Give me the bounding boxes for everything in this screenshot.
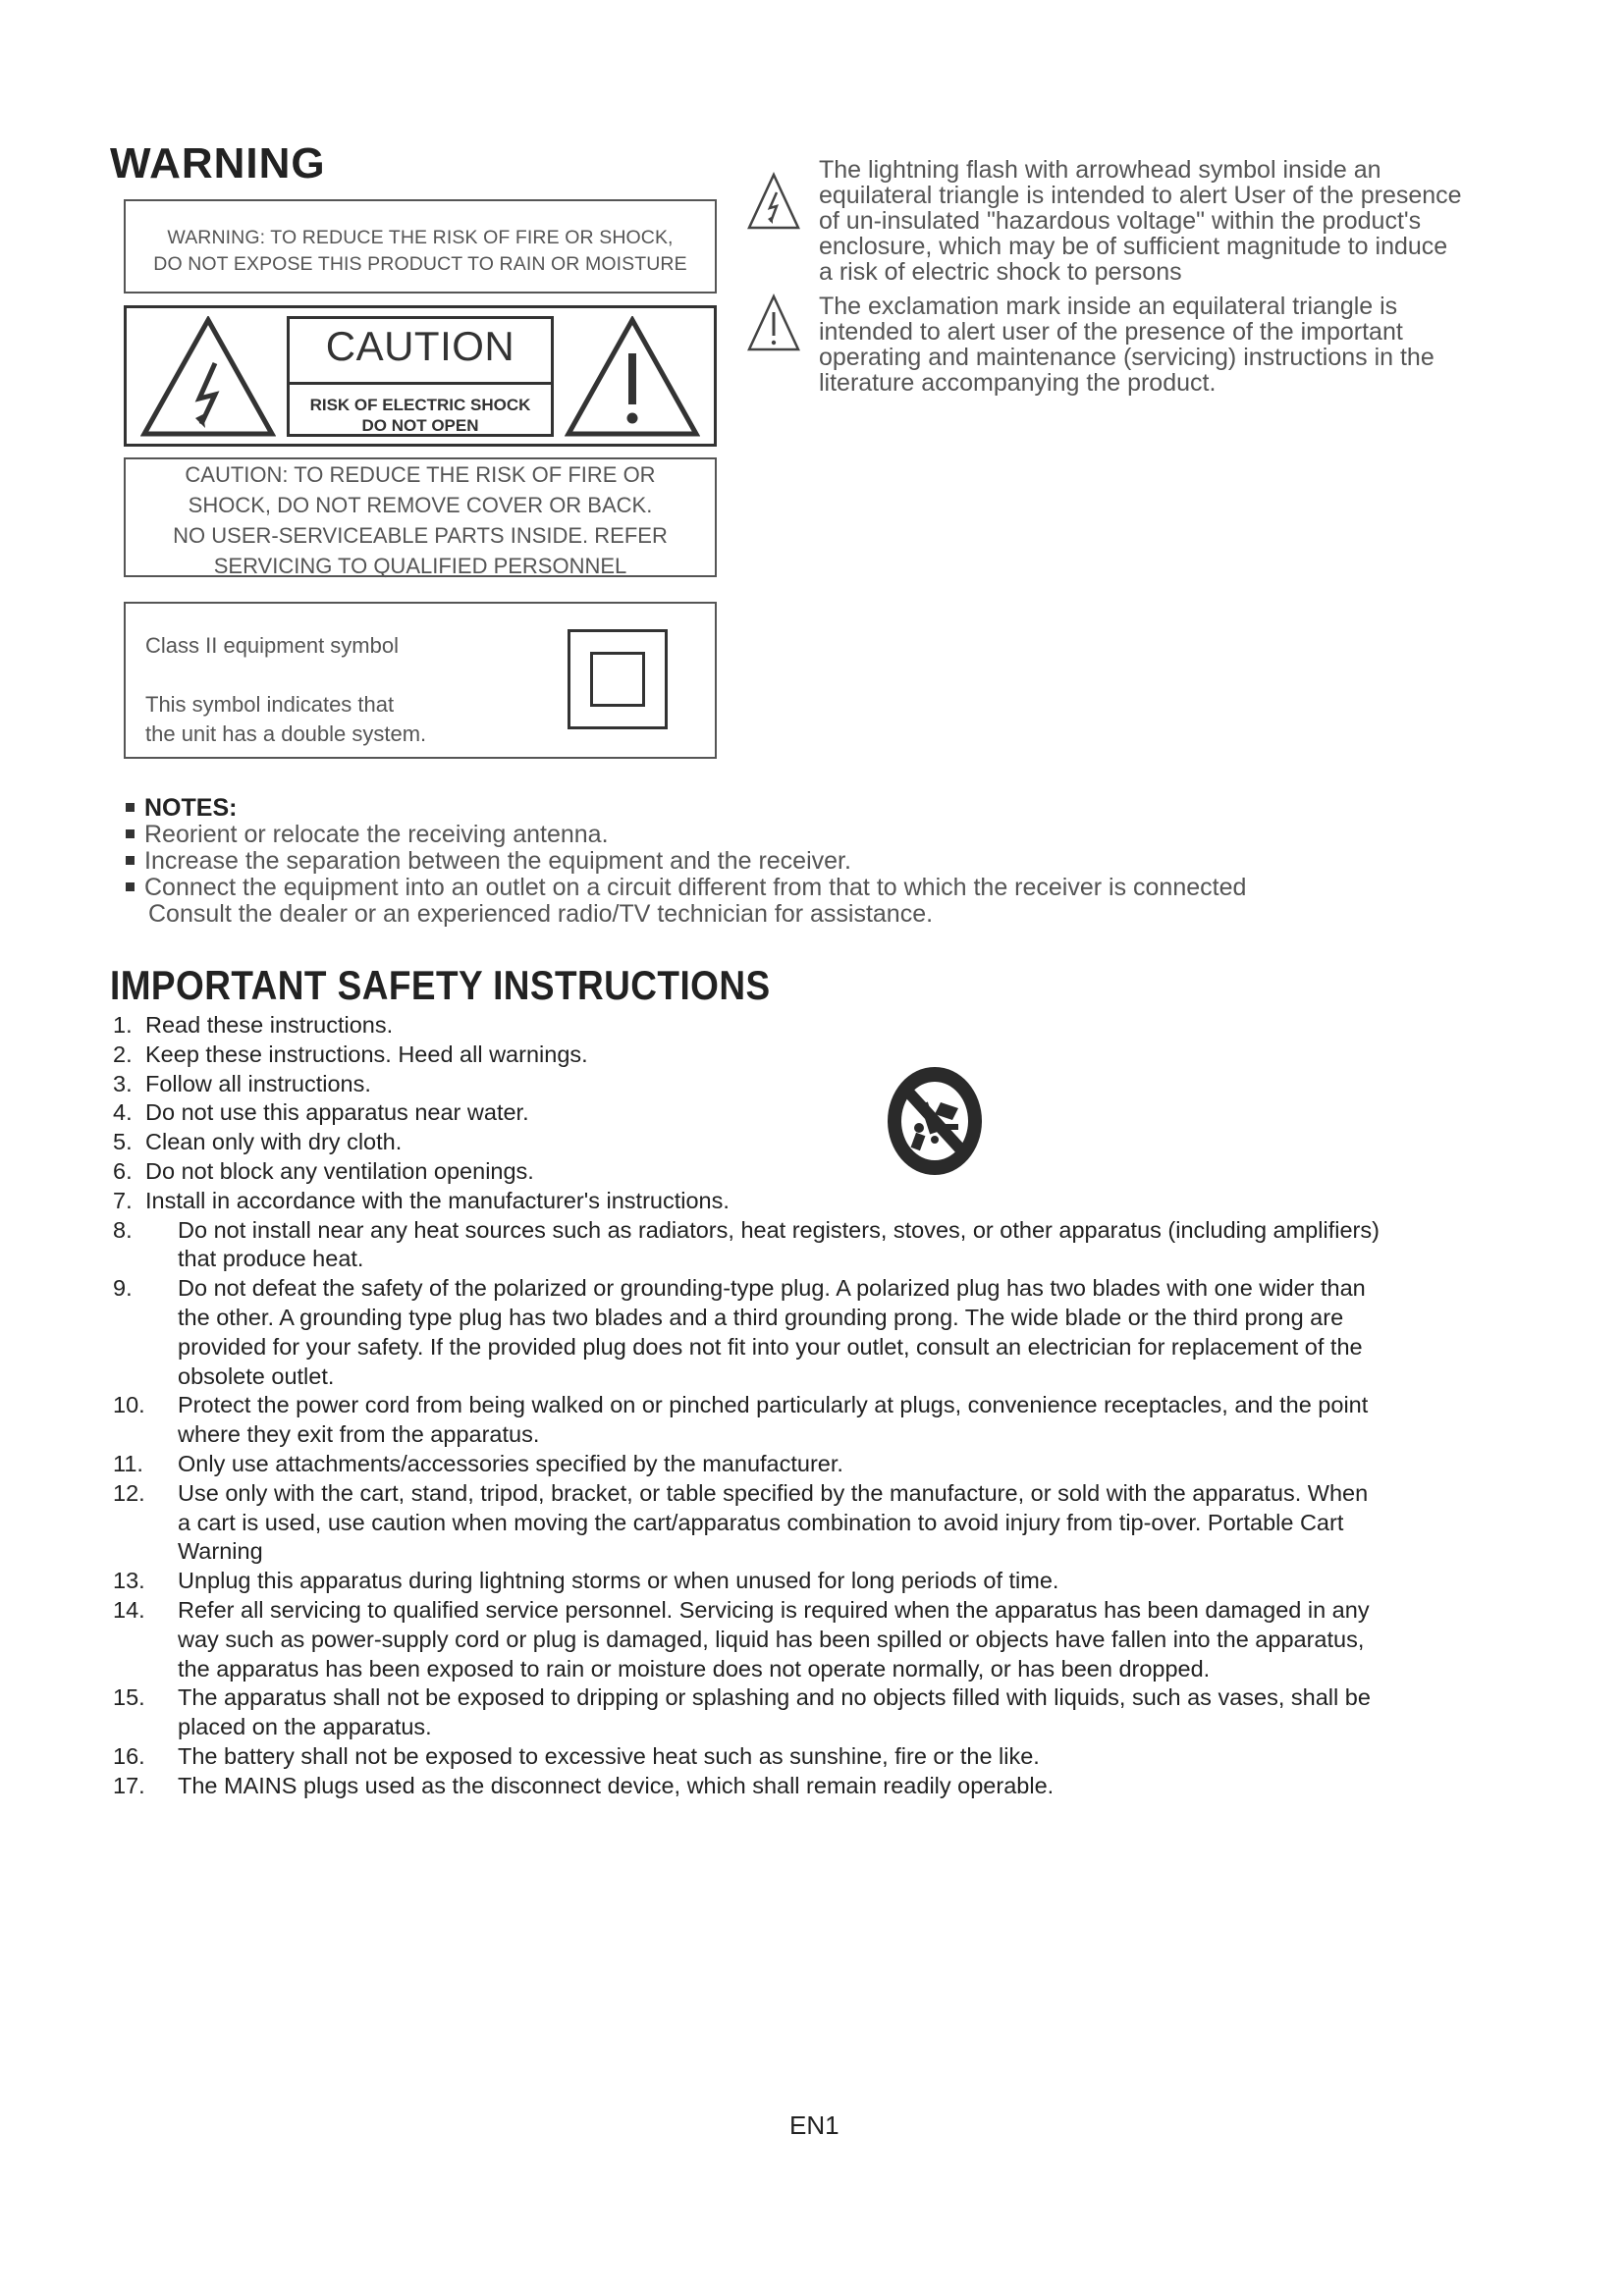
safety-item [113, 1011, 1380, 1041]
exclamation-description [819, 294, 1435, 396]
caution-title: CAUTION [325, 323, 515, 369]
safety-item-number: 16. [113, 1742, 145, 1769]
safety-item-text: the apparatus has been exposed to rain or moisture does not operate normally, or has been dropped. [178, 1655, 1211, 1682]
safety-item [113, 1187, 1380, 1216]
lightning-line-2: equilateral triangle is intended to alert User of the presence [819, 182, 1462, 209]
safety-item [113, 1391, 1380, 1420]
safety-item [113, 1713, 1380, 1742]
safety-item [113, 1128, 1380, 1157]
lightning-line-3: of un-insulated "hazardous voltage" within the product's [819, 207, 1422, 235]
bullet-icon [126, 882, 135, 891]
safety-item [113, 1245, 1380, 1274]
class2-desc-line-2: the unit has a double system. [145, 721, 427, 746]
warning-box-line-2: DO NOT EXPOSE THIS PRODUCT TO RAIN OR MOISTURE [153, 253, 687, 275]
note-item [126, 822, 1246, 848]
bullet-icon [126, 856, 135, 865]
portable-cart-warning-icon [884, 1063, 986, 1179]
exclamation-warning-icon [565, 316, 700, 438]
safety-item-text: that produce heat. [178, 1246, 364, 1272]
safety-heading: IMPORTANT SAFETY INSTRUCTIONS [110, 962, 771, 1008]
safety-item-text: Unplug this apparatus during lightning storms or when unused for long periods of time. [178, 1568, 1059, 1594]
bullet-icon [126, 803, 135, 812]
safety-item-number: 11. [113, 1450, 143, 1476]
safety-item [113, 1333, 1380, 1362]
lightning-line-5: a risk of electric shock to persons [819, 258, 1182, 286]
safety-item [113, 1041, 1380, 1070]
safety-item [113, 1772, 1380, 1801]
safety-item [113, 1683, 1380, 1713]
safety-item-number: 17. [113, 1772, 145, 1798]
class2-title: Class II equipment symbol [145, 633, 399, 658]
safety-item-number: 4. [113, 1099, 133, 1126]
note-item [126, 875, 1246, 901]
note-item [126, 848, 1246, 875]
safety-item-text: Do not install near any heat sources such as radiators, heat registers, stoves, or other apparatus (including amplifiers) [178, 1216, 1380, 1243]
note-text: Connect the equipment into an outlet on a circuit different from that to which the receiver is connected [144, 874, 1247, 901]
page-number: EN1 [789, 2110, 839, 2140]
exclamation-line-2: intended to alert user of the presence of the important [819, 318, 1403, 346]
double-square-icon [568, 629, 668, 729]
lightning-line-4: enclosure, which may be of sufficient magnitude to induce [819, 233, 1448, 260]
safety-item-text: Only use attachments/accessories specified by the manufacturer. [178, 1450, 843, 1476]
safety-item-text: Warning [178, 1538, 263, 1565]
safety-item-number: 5. [113, 1129, 133, 1155]
warning-box-line-1: WARNING: TO REDUCE THE RISK OF FIRE OR SHOCK, [167, 227, 674, 248]
safety-item [113, 1596, 1380, 1626]
safety-item-text: provided for your safety. If the provided plug does not fit into your outlet, consult an electrician for replacement of the [178, 1333, 1363, 1360]
safety-item [113, 1509, 1380, 1538]
safety-item [113, 1098, 1380, 1128]
safety-item-number: 9. [113, 1275, 133, 1302]
safety-item [113, 1567, 1380, 1596]
safety-item-number: 12. [113, 1479, 145, 1506]
caution-text-line-2: SHOCK, DO NOT REMOVE COVER OR BACK. [188, 493, 653, 517]
safety-item-number: 10. [113, 1392, 145, 1418]
safety-item-text: Protect the power cord from being walked on or pinched particularly at plugs, convenience receptacles, and the point [178, 1392, 1369, 1418]
safety-item-text: Clean only with dry cloth. [145, 1129, 403, 1155]
safety-item-number: 3. [113, 1070, 133, 1096]
safety-item-text: where they exit from the apparatus. [178, 1421, 540, 1448]
class2-desc-line-1: This symbol indicates that [145, 692, 395, 717]
note-continuation: Consult the dealer or an experienced radio/TV technician for assistance. [148, 900, 934, 928]
safety-item-text: Do not block any ventilation openings. [145, 1157, 534, 1184]
caution-sign [287, 316, 554, 437]
safety-item-text: Follow all instructions. [145, 1070, 371, 1096]
exclamation-line-1: The exclamation mark inside an equilateral triangle is [819, 293, 1398, 320]
safety-item-number: 14. [113, 1596, 145, 1623]
safety-item [113, 1450, 1380, 1479]
safety-item-number: 7. [113, 1187, 133, 1213]
exclamation-line-4: literature accompanying the product. [819, 369, 1217, 397]
safety-item [113, 1655, 1380, 1684]
safety-item [113, 1157, 1380, 1187]
caution-text-line-3: NO USER-SERVICEABLE PARTS INSIDE. REFER [173, 523, 668, 548]
safety-item-text: placed on the apparatus. [178, 1714, 432, 1740]
safety-item-text: Do not defeat the safety of the polarized or grounding-type plug. A polarized plug has two blades with one wider than [178, 1275, 1366, 1302]
note-text: Increase the separation between the equipment and the receiver. [144, 847, 851, 875]
lightning-warning-icon [140, 316, 276, 438]
bullet-icon [126, 829, 135, 838]
class2-box [124, 602, 717, 759]
lightning-description [819, 157, 1462, 285]
safety-item [113, 1742, 1380, 1772]
safety-item-number: 6. [113, 1157, 133, 1184]
warning-box [124, 199, 717, 294]
safety-item [113, 1304, 1380, 1333]
safety-item [113, 1626, 1380, 1655]
caution-divider [290, 382, 551, 385]
notes-title: NOTES: [144, 794, 238, 822]
caution-text-box [124, 457, 717, 577]
lightning-triangle-icon [746, 171, 801, 232]
exclamation-triangle-icon [746, 293, 801, 353]
caution-subtitle-1: RISK OF ELECTRIC SHOCK [309, 396, 531, 414]
lightning-line-1: The lightning flash with arrowhead symbol inside an [819, 156, 1381, 184]
safety-instructions-list [113, 1011, 1380, 1801]
safety-item [113, 1479, 1380, 1509]
safety-item-text: Use only with the cart, stand, tripod, bracket, or table specified by the manufacture, or sold with the apparatus. When [178, 1479, 1369, 1506]
safety-item [113, 1420, 1380, 1450]
safety-item-number: 2. [113, 1041, 133, 1067]
safety-item-text: the other. A grounding type plug has two blades and a third grounding prong. The wide blade or the third prong are [178, 1304, 1344, 1330]
note-text: Reorient or relocate the receiving antenna. [144, 821, 609, 848]
safety-item-text: obsolete outlet. [178, 1362, 335, 1389]
safety-item [113, 1274, 1380, 1304]
warning-heading: WARNING [110, 139, 326, 187]
safety-item [113, 1362, 1380, 1392]
safety-item-text: Read these instructions. [145, 1012, 394, 1038]
caution-subtitle-2: DO NOT OPEN [361, 416, 479, 435]
exclamation-line-3: operating and maintenance (servicing) instructions in the [819, 344, 1435, 371]
safety-item-text: Install in accordance with the manufacturer's instructions. [145, 1187, 730, 1213]
safety-item-text: a cart is used, use caution when moving the cart/apparatus combination to avoid injury from tip-over. Portable Cart [178, 1509, 1344, 1535]
safety-item-text: Do not use this apparatus near water. [145, 1099, 529, 1126]
safety-item-number: 15. [113, 1684, 145, 1711]
caution-label [124, 305, 717, 447]
safety-item-number: 8. [113, 1216, 133, 1243]
safety-item [113, 1070, 1380, 1099]
safety-item-text: The battery shall not be exposed to excessive heat such as sunshine, fire or the like. [178, 1742, 1040, 1769]
caution-text-line-1: CAUTION: TO REDUCE THE RISK OF FIRE OR [185, 462, 656, 487]
safety-item-text: Refer all servicing to qualified service personnel. Servicing is required when the apparatus has been damaged in any [178, 1596, 1370, 1623]
safety-item [113, 1537, 1380, 1567]
safety-item-text: way such as power-supply cord or plug is damaged, liquid has been spilled or objects have fallen into the apparatus, [178, 1626, 1365, 1652]
safety-item-text: The apparatus shall not be exposed to dripping or splashing and no objects filled with liquids, such as vases, shall be [178, 1684, 1371, 1711]
safety-item-number: 1. [113, 1012, 133, 1038]
notes-section [126, 795, 1246, 928]
double-square-inner [590, 652, 645, 707]
safety-item-number: 13. [113, 1568, 145, 1594]
notes-title-row [126, 795, 1246, 822]
safety-item-text: Keep these instructions. Heed all warnings. [145, 1041, 588, 1067]
caution-text-line-4: SERVICING TO QUALIFIED PERSONNEL [213, 554, 627, 578]
safety-item-text: The MAINS plugs used as the disconnect device, which shall remain readily operable. [178, 1772, 1055, 1798]
safety-item [113, 1216, 1380, 1246]
